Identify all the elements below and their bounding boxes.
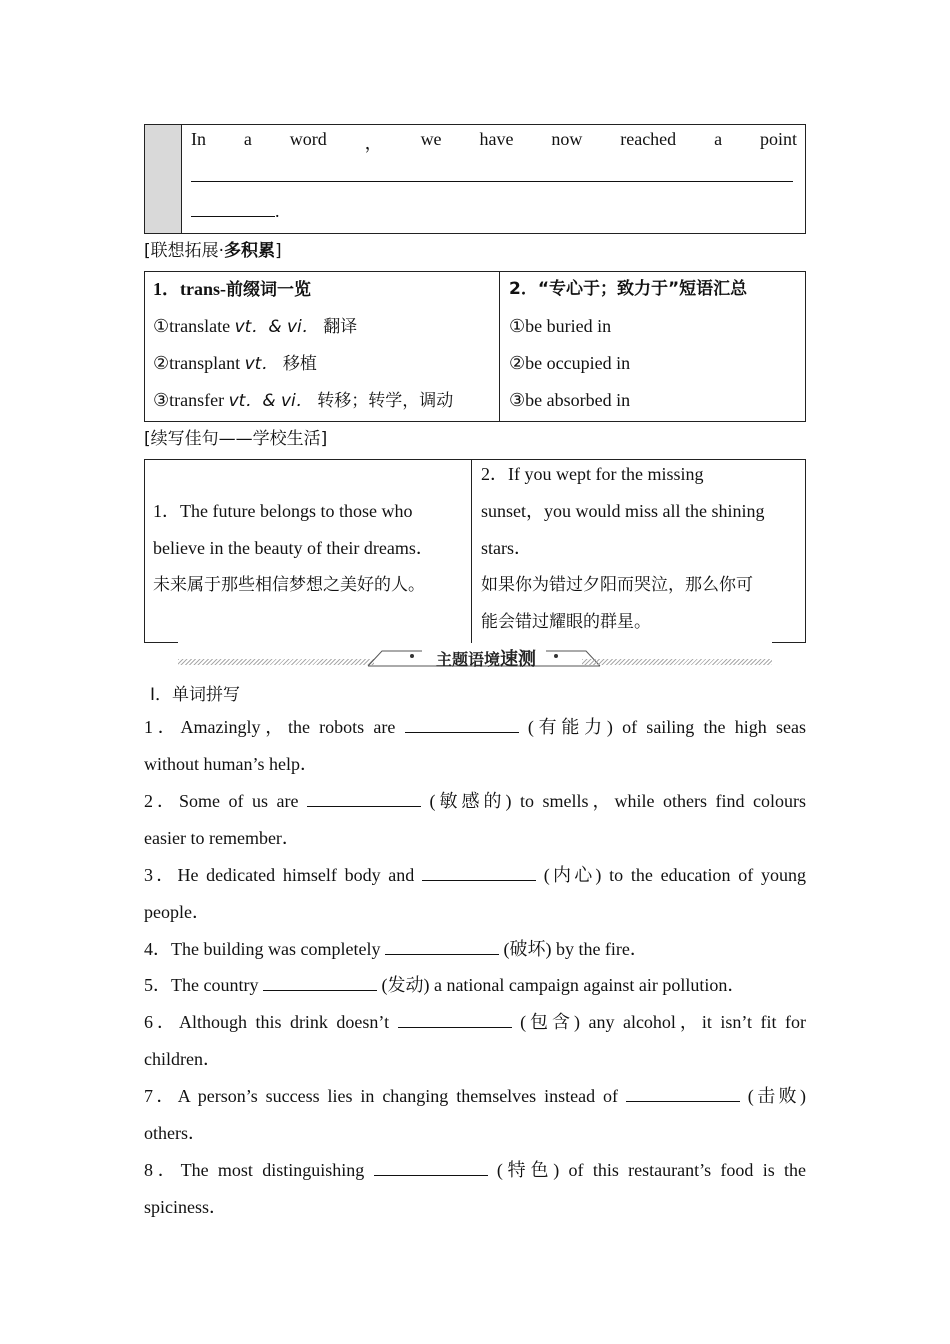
vocab-row: ②transplant vt． 移植 <box>153 353 317 374</box>
exercise-item: 8．The most distinguishing (特色) of this restaurant’s food is the spiciness． <box>144 1160 807 1217</box>
answer-blank[interactable] <box>191 202 275 217</box>
banner-title: 主题语境速测 <box>435 649 536 670</box>
exercise-item: 2．Some of us are (敏感的) to smells，while others find colours easier to remember． <box>144 791 807 848</box>
exercise-item: 1．Amazingly，the robots are (有能力) of sailing the high seas without human’s help． <box>144 717 807 774</box>
word: now <box>551 129 583 149</box>
sentence-cell-1: 1．The future belongs to those who believe in the beauty of their dreams． 未来属于那些相信梦想之美好的人。 <box>153 501 434 595</box>
word: ， <box>364 133 383 153</box>
banner-hatch-left <box>178 659 374 665</box>
word: a <box>714 129 723 149</box>
phrase-row: ②be occupied in <box>509 353 631 373</box>
answer-blank[interactable] <box>626 1085 740 1102</box>
good-sentences-table <box>144 459 806 643</box>
exercise-item: 5．The country (发动) a national campaign against air pollution． <box>144 975 746 995</box>
section-label-expansion: [联想拓展·多积累] <box>144 241 282 261</box>
section-banner <box>178 645 772 670</box>
answer-blank[interactable] <box>398 1011 512 1028</box>
answer-blank-end: . <box>191 201 280 222</box>
cell-heading: 1．trans-前缀词一览 <box>153 279 311 300</box>
word: a <box>243 129 252 149</box>
word: have <box>479 129 514 149</box>
exercise-heading: Ⅰ．单词拼写 <box>150 685 241 705</box>
sentence-cell-2: 2．If you wept for the missing sunset，you would miss all the shining stars． 如果你为错过夕阳而哭泣，那么你可 能会错过耀眼的群星。 <box>481 464 765 632</box>
sentence-completion-box <box>144 124 806 234</box>
cell-heading: 2．“专心于；致力于”短语汇总 <box>509 279 748 299</box>
exercise-item: 6．Although this drink doesn’t (包含) any alcohol，it isn’t fit for children． <box>144 1012 807 1069</box>
answer-blank[interactable] <box>405 716 519 733</box>
answer-blank-line[interactable] <box>191 181 793 182</box>
answer-blank[interactable] <box>374 1159 488 1176</box>
exercise-item: 3．He dedicated himself body and (内心) to the education of young people． <box>144 865 806 922</box>
phrase-row: ①be buried in <box>509 316 612 336</box>
word: point <box>759 129 797 149</box>
answer-blank[interactable] <box>263 974 377 991</box>
word: In <box>191 129 206 149</box>
section-label-sentences: [续写佳句——学校生活] <box>144 429 328 449</box>
phrases-cell <box>509 272 747 420</box>
word: reached <box>620 129 677 149</box>
gray-side-cell <box>145 125 182 233</box>
sentence-line <box>191 129 797 155</box>
answer-blank[interactable] <box>307 790 421 807</box>
word: we <box>420 129 442 149</box>
answer-blank[interactable] <box>385 938 499 955</box>
vocab-expansion-table <box>144 271 806 422</box>
prefix-words-cell <box>153 272 453 420</box>
phrase-row: ③be absorbed in <box>509 390 631 410</box>
exercise-item: 7．A person’s success lies in changing themselves instead of (击败) others． <box>144 1086 807 1143</box>
answer-blank[interactable] <box>422 864 536 881</box>
vocab-row: ①translate vt．& vi． 翻译 <box>153 316 358 337</box>
banner-hatch-right <box>582 659 772 665</box>
word: word <box>289 129 327 149</box>
vocab-row: ③transfer vt．& vi． 转移；转学，调动 <box>153 390 454 411</box>
exercise-item: 4．The building was completely (破坏) by the fire． <box>144 939 648 959</box>
